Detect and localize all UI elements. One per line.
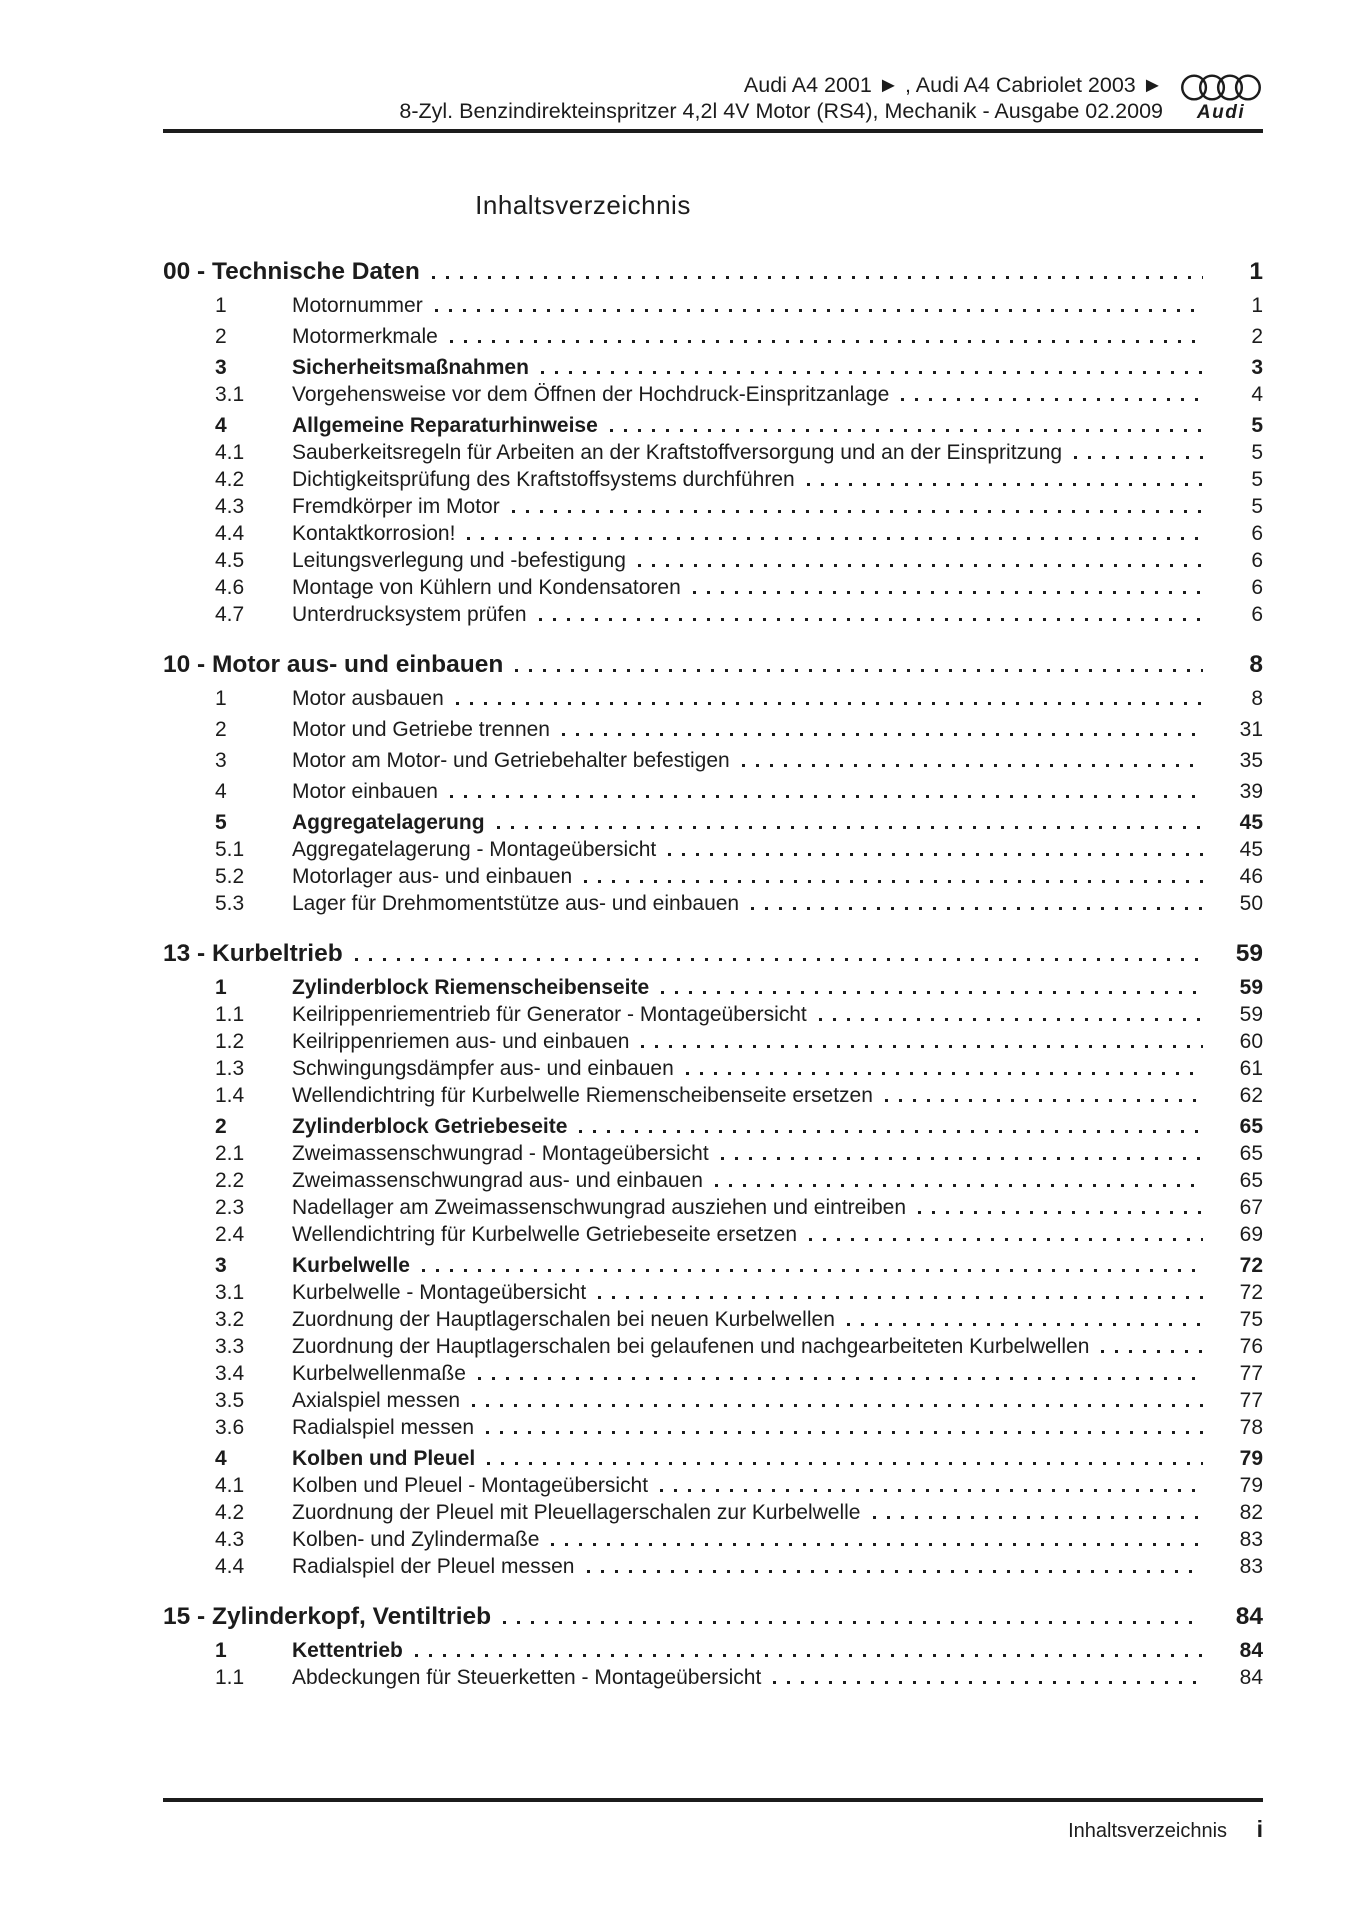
dot-leader [539,618,1203,621]
entry-label: Zweimassenschwungrad - Montageübersicht [292,1142,709,1165]
entry-number: 4.5 [215,549,245,572]
entry-label: Motor und Getriebe trennen [292,718,550,741]
toc-chapter [163,255,1263,628]
entry-number: 3.1 [215,1281,245,1304]
chapter-page-number: 1 [1249,258,1263,285]
entry-label: Montage von Kühlern und Kondensatoren [292,576,681,599]
dot-leader [487,1462,1203,1465]
page-header [163,72,1263,133]
toc-entry [163,292,1263,319]
dot-leader [918,1211,1203,1214]
toc-entry [163,778,1263,805]
entry-label: Fremdkörper im Motor [292,495,500,518]
footer-page-number: i [1256,1816,1263,1842]
entry-page-number: 75 [1239,1308,1263,1331]
entry-number: 4.3 [215,495,245,518]
toc-entry [163,1637,1263,1664]
entry-label: Radialspiel messen [292,1416,475,1439]
entry-page-number: 83 [1239,1528,1263,1551]
entry-number: 3 [215,1254,227,1277]
entry-page-number: 31 [1239,718,1263,741]
entry-label: Motormerkmale [292,325,438,348]
toc-entry [163,1499,1263,1526]
entry-page-number: 5 [1251,441,1263,464]
toc-entry [163,381,1263,408]
toc-entry [163,836,1263,863]
toc-entry [163,1472,1263,1499]
toc-entry [163,1553,1263,1580]
dot-leader [773,1681,1203,1684]
dot-leader [847,1323,1203,1326]
toc-entry [163,890,1263,917]
entry-page-number: 76 [1239,1335,1263,1358]
chapter-entries [163,685,1263,917]
entry-label: Sauberkeitsregeln für Arbeiten an der Kraftstoffversorgung und an der Einspritzung [292,441,1063,464]
audi-wordmark: Audi [1196,102,1246,123]
entry-label: Leitungsverlegung und -befestigung [292,549,626,572]
entry-label: Schwingungsdämpfer aus- und einbauen [292,1057,674,1080]
entry-number: 2 [215,1115,227,1138]
entry-label: Nadellager am Zweimassenschwungrad ausziehen und eintreiben [292,1196,907,1219]
toc-chapter-heading [163,1600,1263,1633]
chapter-entries [163,292,1263,628]
entry-number: 2.2 [215,1169,245,1192]
dot-leader [512,510,1203,513]
entry-label: Keilrippenriementrieb für Generator - Montageübersicht [292,1003,807,1026]
toc-entry [163,354,1263,381]
dot-leader [472,1404,1203,1407]
toc-chapter-heading [163,255,1263,288]
toc-entry [163,1140,1263,1167]
entry-page-number: 84 [1239,1666,1263,1689]
entry-page-number: 35 [1239,749,1263,772]
entry-number: 2.4 [215,1223,245,1246]
dot-leader [562,733,1203,736]
entry-label: Motorlager aus- und einbauen [292,865,573,888]
entry-number: 1.4 [215,1084,245,1107]
dot-leader [661,991,1203,994]
audi-rings-icon [1180,72,1262,103]
entry-label: Kontaktkorrosion! [292,522,456,545]
toc-entry [163,974,1263,1001]
toc-entry [163,685,1263,712]
toc-entry [163,1167,1263,1194]
entry-page-number: 45 [1239,838,1263,861]
dot-leader [355,958,1203,961]
entry-label: Kurbelwellenmaße [292,1362,466,1385]
entry-number: 3.3 [215,1335,245,1358]
toc-entry [163,716,1263,743]
entry-page-number: 6 [1251,549,1263,572]
page-title: Inhaltsverzeichnis [475,190,691,220]
entry-page-number: 78 [1239,1416,1263,1439]
toc-entry [163,1445,1263,1472]
entry-page-number: 77 [1239,1362,1263,1385]
entry-number: 4.1 [215,1474,245,1497]
entry-label: Kolben- und Zylindermaße [292,1528,540,1551]
toc-entry [163,1414,1263,1441]
entry-page-number: 62 [1239,1084,1263,1107]
chapter-entries [163,974,1263,1580]
entry-number: 2.1 [215,1142,245,1165]
entry-page-number: 6 [1251,522,1263,545]
dot-leader [693,591,1203,594]
dot-leader [541,371,1203,374]
entry-number: 4.2 [215,1501,245,1524]
entry-label: Aggregatelagerung - Montageübersicht [292,838,657,861]
dot-leader [422,1269,1203,1272]
header-model-line: Audi A4 2001 ► , Audi A4 Cabriolet 2003 ► [743,73,1163,97]
entry-page-number: 46 [1239,865,1263,888]
audi-logo [1179,72,1263,124]
entry-number: 3.2 [215,1308,245,1331]
toc-entry [163,747,1263,774]
dot-leader [742,764,1203,767]
entry-number: 1 [215,1639,227,1662]
entry-number: 2 [215,718,227,741]
footer-label: Inhaltsverzeichnis [1068,1820,1228,1842]
page-footer [163,1798,1263,1843]
dot-leader [751,907,1203,910]
entry-label: Zweimassenschwungrad aus- und einbauen [292,1169,703,1192]
entry-number: 5.2 [215,865,245,888]
entry-number: 4.2 [215,468,245,491]
chapter-page-number: 8 [1249,651,1263,678]
toc-entry [163,493,1263,520]
entry-page-number: 3 [1251,356,1263,379]
entry-page-number: 6 [1251,603,1263,626]
toc-entry [163,323,1263,350]
dot-leader [450,795,1203,798]
entry-number: 1.1 [215,1003,245,1026]
entry-number: 1 [215,687,227,710]
entry-label: Zylinderblock Riemenscheibenseite [292,976,650,999]
entry-label: Kolben und Pleuel - Montageübersicht [292,1474,649,1497]
toc-entry [163,1306,1263,1333]
entry-page-number: 72 [1239,1281,1263,1304]
entry-label: Zuordnung der Hauptlagerschalen bei neuen Kurbelwellen [292,1308,835,1331]
dot-leader [587,1570,1204,1573]
toc-entry [163,1387,1263,1414]
entry-number: 3.4 [215,1362,245,1385]
entry-page-number: 65 [1239,1142,1263,1165]
entry-number: 3 [215,356,227,379]
dot-leader [467,537,1203,540]
dot-leader [1074,456,1203,459]
entry-page-number: 8 [1251,687,1263,710]
header-text-block [163,72,1179,124]
chapter-entries [163,1637,1263,1691]
entry-number: 4.4 [215,1555,245,1578]
entry-page-number: 45 [1239,811,1263,834]
dot-leader [515,669,1203,672]
entry-label: Wellendichtring für Kurbelwelle Getriebeseite ersetzen [292,1223,798,1246]
entry-label: Axialspiel messen [292,1389,461,1412]
toc-entry [163,1526,1263,1553]
chapter-label: 15 - Zylinderkopf, Ventiltrieb [163,1603,492,1630]
entry-label: Wellendichtring für Kurbelwelle Riemenscheibenseite ersetzen [292,1084,873,1107]
dot-leader [721,1157,1203,1160]
entry-page-number: 65 [1239,1115,1263,1138]
entry-number: 3 [215,749,227,772]
chapter-page-number: 59 [1235,940,1263,967]
entry-page-number: 59 [1239,976,1263,999]
entry-label: Lager für Drehmomentstütze aus- und einbauen [292,892,740,915]
entry-number: 2 [215,325,227,348]
entry-label: Radialspiel der Pleuel messen [292,1555,575,1578]
toc-entry [163,547,1263,574]
entry-page-number: 59 [1239,1003,1263,1026]
toc-entry [163,520,1263,547]
dot-leader [686,1072,1203,1075]
entry-number: 5 [215,811,227,834]
dot-leader [660,1489,1203,1492]
toc-entry [163,1333,1263,1360]
entry-page-number: 65 [1239,1169,1263,1192]
entry-number: 2.3 [215,1196,245,1219]
dot-leader [807,483,1203,486]
entry-number: 4.4 [215,522,245,545]
entry-number: 4 [215,1447,227,1470]
entry-page-number: 6 [1251,576,1263,599]
entry-number: 3.5 [215,1389,245,1412]
toc-entry [163,1252,1263,1279]
entry-label: Keilrippenriemen aus- und einbauen [292,1030,630,1053]
dot-leader [584,880,1203,883]
entry-page-number: 82 [1239,1501,1263,1524]
entry-number: 1.1 [215,1666,245,1689]
entry-label: Kurbelwelle [292,1254,410,1277]
entry-label: Zuordnung der Pleuel mit Pleuellagerschalen zur Kurbelwelle [292,1501,861,1524]
entry-label: Sicherheitsmaßnahmen [292,356,529,379]
entry-page-number: 39 [1239,780,1263,803]
entry-label: Kolben und Pleuel [292,1447,476,1470]
entry-label: Kettentrieb [292,1639,403,1662]
entry-label: Motornummer [292,294,423,317]
dot-leader [901,398,1203,401]
entry-page-number: 79 [1239,1447,1263,1470]
chapter-page-number: 84 [1235,1603,1263,1630]
entry-number: 4.6 [215,576,245,599]
entry-number: 4.3 [215,1528,245,1551]
entry-number: 4 [215,780,227,803]
dot-leader [497,826,1203,829]
entry-page-number: 2 [1251,325,1263,348]
entry-number: 5.1 [215,838,245,861]
entry-page-number: 61 [1239,1057,1263,1080]
entry-label: Dichtigkeitsprüfung des Kraftstoffsystems durchführen [292,468,795,491]
entry-label: Kurbelwelle - Montageübersicht [292,1281,587,1304]
toc-chapter [163,1600,1263,1691]
entry-number: 1 [215,294,227,317]
entry-page-number: 5 [1251,495,1263,518]
dot-leader [415,1654,1203,1657]
dot-leader [579,1130,1203,1133]
toc-entry [163,1279,1263,1306]
toc-entry [163,1055,1263,1082]
toc-entry [163,1221,1263,1248]
entry-label: Motor am Motor- und Getriebehalter befestigen [292,749,730,772]
toc-entry [163,1001,1263,1028]
dot-leader [885,1099,1203,1102]
dot-leader [456,702,1203,705]
entry-page-number: 69 [1239,1223,1263,1246]
entry-number: 4.1 [215,441,245,464]
entry-label: Allgemeine Reparaturhinweise [292,414,598,437]
entry-number: 3.1 [215,383,245,406]
toc-entry [163,1082,1263,1109]
entry-page-number: 72 [1239,1254,1263,1277]
toc-entry [163,863,1263,890]
entry-page-number: 84 [1239,1639,1263,1662]
entry-label: Zuordnung der Hauptlagerschalen bei gelaufenen und nachgearbeiteten Kurbelwellen [292,1335,1090,1358]
entry-page-number: 60 [1239,1030,1263,1053]
chapter-label: 10 - Motor aus- und einbauen [163,651,504,678]
entry-number: 1.2 [215,1030,245,1053]
entry-label: Abdeckungen für Steuerketten - Montageübersicht [292,1666,762,1689]
dot-leader [503,1621,1203,1624]
dot-leader [668,853,1203,856]
toc-entry [163,439,1263,466]
toc-chapter [163,937,1263,1580]
dot-leader [450,340,1203,343]
dot-leader [598,1296,1203,1299]
chapter-label: 00 - Technische Daten [163,258,420,285]
toc-chapter [163,648,1263,917]
toc-entry [163,466,1263,493]
entry-number: 5.3 [215,892,245,915]
toc-entry [163,1028,1263,1055]
entry-page-number: 79 [1239,1474,1263,1497]
dot-leader [641,1045,1203,1048]
header-engine-line: 8-Zyl. Benzindirekteinspritzer 4,2l 4V Motor (RS4), Mechanik - Ausgabe 02.2009 [399,99,1163,123]
entry-page-number: 77 [1239,1389,1263,1412]
entry-label: Motor einbauen [292,780,438,803]
toc-entry [163,1360,1263,1387]
toc-chapter-heading [163,648,1263,681]
entry-page-number: 67 [1239,1196,1263,1219]
entry-page-number: 4 [1251,383,1263,406]
entry-page-number: 83 [1239,1555,1263,1578]
entry-label: Unterdrucksystem prüfen [292,603,527,626]
entry-label: Aggregatelagerung [292,811,485,834]
table-of-contents [163,255,1263,1691]
entry-label: Vorgehensweise vor dem Öffnen der Hochdruck-Einspritzanlage [292,383,890,406]
toc-entry [163,601,1263,628]
toc-entry [163,1664,1263,1691]
dot-leader [873,1516,1204,1519]
dot-leader [551,1543,1203,1546]
entry-number: 4.7 [215,603,245,626]
dot-leader [1101,1350,1203,1353]
dot-leader [809,1238,1203,1241]
entry-number: 1.3 [215,1057,245,1080]
entry-page-number: 5 [1251,414,1263,437]
toc-chapter-heading [163,937,1263,970]
toc-entry [163,412,1263,439]
entry-label: Zylinderblock Getriebeseite [292,1115,568,1138]
dot-leader [715,1184,1203,1187]
dot-leader [478,1377,1203,1380]
entry-number: 4 [215,414,227,437]
entry-page-number: 1 [1251,294,1263,317]
toc-entry [163,1113,1263,1140]
chapter-label: 13 - Kurbeltrieb [163,940,343,967]
toc-entry [163,809,1263,836]
dot-leader [486,1431,1203,1434]
dot-leader [819,1018,1203,1021]
entry-label: Motor ausbauen [292,687,444,710]
dot-leader [610,429,1203,432]
entry-number: 1 [215,976,227,999]
toc-entry [163,574,1263,601]
entry-number: 3.6 [215,1416,245,1439]
dot-leader [432,276,1203,279]
toc-entry [163,1194,1263,1221]
dot-leader [638,564,1203,567]
entry-page-number: 5 [1251,468,1263,491]
dot-leader [435,309,1203,312]
entry-page-number: 50 [1239,892,1263,915]
